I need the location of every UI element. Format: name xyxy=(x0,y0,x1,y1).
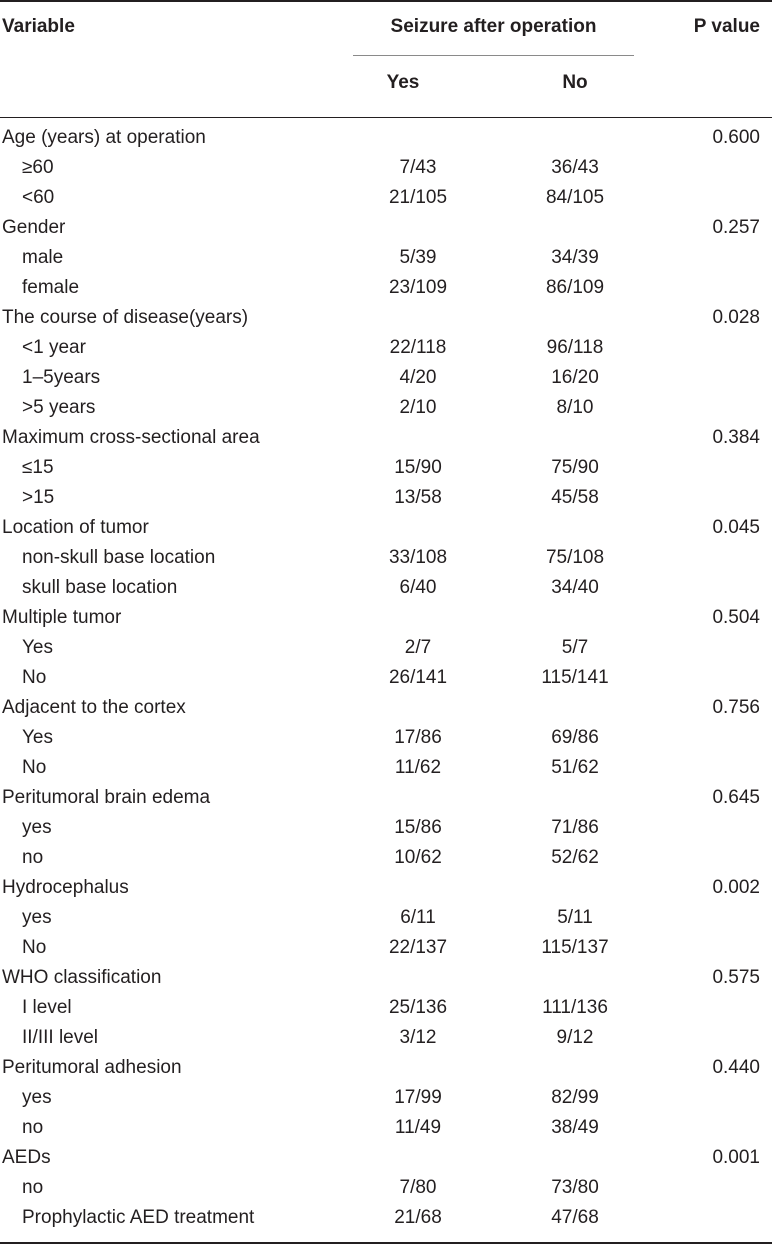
cell-no: 96/118 xyxy=(546,337,604,358)
cell-yes: 11/62 xyxy=(394,757,442,778)
row-label: >5 years xyxy=(22,397,96,418)
table-row xyxy=(0,1203,772,1233)
table-row xyxy=(0,1023,772,1053)
cell-p-value: 0.384 xyxy=(712,427,760,448)
cell-yes: 2/7 xyxy=(404,637,432,658)
cell-yes: 7/43 xyxy=(399,157,437,178)
cell-yes: 15/86 xyxy=(394,817,442,838)
cell-yes: 26/141 xyxy=(388,667,448,688)
table-top-rule xyxy=(0,0,772,2)
cell-yes: 21/68 xyxy=(394,1207,442,1228)
cell-no: 111/136 xyxy=(542,997,608,1018)
cell-yes: 17/86 xyxy=(394,727,442,748)
table-row xyxy=(0,183,772,213)
row-label: 1–5years xyxy=(22,367,101,388)
cell-yes: 17/99 xyxy=(394,1087,442,1108)
row-label: Yes xyxy=(22,727,53,748)
table-group-row xyxy=(0,303,772,333)
cell-yes: 11/49 xyxy=(394,1117,442,1138)
table-row xyxy=(0,153,772,183)
table-group-row xyxy=(0,873,772,903)
cell-p-value: 0.645 xyxy=(712,787,760,808)
cell-p-value: 0.575 xyxy=(712,967,760,988)
cell-p-value: 0.028 xyxy=(712,307,760,328)
table-group-row xyxy=(0,513,772,543)
row-label: ≤15 xyxy=(22,457,54,478)
cell-yes: 22/137 xyxy=(388,937,448,958)
row-label: Multiple tumor xyxy=(2,607,122,628)
cell-yes: 33/108 xyxy=(388,547,448,568)
row-label: <60 xyxy=(22,187,55,208)
cell-yes: 7/80 xyxy=(399,1177,437,1198)
cell-no: 5/11 xyxy=(557,907,593,928)
row-label: Maximum cross-sectional area xyxy=(2,427,260,448)
row-label: non-skull base location xyxy=(22,547,216,568)
table-row xyxy=(0,273,772,303)
row-label: yes xyxy=(22,817,52,838)
table-group-row xyxy=(0,1143,772,1173)
cell-no: 115/141 xyxy=(541,667,609,688)
cell-no: 47/68 xyxy=(551,1207,599,1228)
table-group-row xyxy=(0,423,772,453)
table-group-row xyxy=(0,1053,772,1083)
row-label: <1 year xyxy=(22,337,86,358)
table-row xyxy=(0,903,772,933)
cell-yes: 2/10 xyxy=(399,397,437,418)
cell-no: 52/62 xyxy=(551,847,599,868)
table-row xyxy=(0,1113,772,1143)
cell-yes: 25/136 xyxy=(388,997,448,1018)
table-row xyxy=(0,1173,772,1203)
table-group-row xyxy=(0,213,772,243)
cell-no: 8/10 xyxy=(556,397,594,418)
row-label: Yes xyxy=(22,637,53,658)
table-row xyxy=(0,333,772,363)
cell-yes: 6/11 xyxy=(400,907,436,928)
row-label: >15 xyxy=(22,487,55,508)
row-label: AEDs xyxy=(2,1147,51,1168)
cell-yes: 4/20 xyxy=(399,367,437,388)
row-label: Peritumoral brain edema xyxy=(2,787,211,808)
cell-yes: 5/39 xyxy=(399,247,437,268)
row-label: No xyxy=(22,757,47,778)
cell-yes: 3/12 xyxy=(399,1027,437,1048)
row-label: No xyxy=(22,667,47,688)
row-label: Prophylactic AED treatment xyxy=(22,1207,255,1228)
cell-no: 82/99 xyxy=(551,1087,599,1108)
cell-no: 9/12 xyxy=(556,1027,594,1048)
table-row xyxy=(0,573,772,603)
cell-no: 84/105 xyxy=(545,187,605,208)
table-row xyxy=(0,453,772,483)
row-label: Age (years) at operation xyxy=(2,127,206,148)
row-label: Peritumoral adhesion xyxy=(2,1057,182,1078)
row-label: No xyxy=(22,937,47,958)
header-p-value: P value xyxy=(693,16,760,37)
cell-no: 45/58 xyxy=(551,487,599,508)
header-yes: Yes xyxy=(386,72,420,93)
table-group-row xyxy=(0,963,772,993)
table-bottom-rule xyxy=(0,1242,772,1244)
row-label: yes xyxy=(22,907,52,928)
cell-no: 34/40 xyxy=(551,577,599,598)
row-label: no xyxy=(22,1177,44,1198)
table-row xyxy=(0,933,772,963)
header-seizure-after-operation: Seizure after operation xyxy=(390,16,597,37)
table-row xyxy=(0,813,772,843)
row-label: Gender xyxy=(2,217,66,238)
cell-p-value: 0.001 xyxy=(712,1147,760,1168)
cell-no: 5/7 xyxy=(561,637,589,658)
header-variable: Variable xyxy=(2,16,75,37)
table-row xyxy=(0,1083,772,1113)
cell-p-value: 0.600 xyxy=(712,127,760,148)
table-group-row xyxy=(0,123,772,153)
cell-no: 16/20 xyxy=(551,367,599,388)
table-row xyxy=(0,633,772,663)
table-row xyxy=(0,993,772,1023)
row-label: Adjacent to the cortex xyxy=(2,697,186,718)
cell-no: 69/86 xyxy=(551,727,599,748)
table-row xyxy=(0,753,772,783)
cell-p-value: 0.504 xyxy=(712,607,760,628)
cell-p-value: 0.257 xyxy=(712,217,760,238)
cell-p-value: 0.002 xyxy=(712,877,760,898)
cell-yes: 15/90 xyxy=(394,457,442,478)
cell-no: 34/39 xyxy=(551,247,599,268)
row-label: yes xyxy=(22,1087,52,1108)
cell-yes: 10/62 xyxy=(394,847,442,868)
row-label: II/III level xyxy=(22,1027,99,1048)
table-row xyxy=(0,843,772,873)
table-group-row xyxy=(0,603,772,633)
cell-yes: 23/109 xyxy=(388,277,448,298)
cell-p-value: 0.756 xyxy=(712,697,760,718)
row-label: no xyxy=(22,1117,44,1138)
table-row xyxy=(0,723,772,753)
row-label: I level xyxy=(22,997,72,1018)
row-label: skull base location xyxy=(22,577,178,598)
cell-yes: 13/58 xyxy=(394,487,442,508)
cell-no: 86/109 xyxy=(545,277,605,298)
row-label: no xyxy=(22,847,44,868)
table-row xyxy=(0,663,772,693)
table-body xyxy=(0,123,772,1233)
header-bottom-rule xyxy=(0,117,772,118)
table-group-row xyxy=(0,693,772,723)
row-label: ≥60 xyxy=(22,157,54,178)
table-row xyxy=(0,483,772,513)
table-row xyxy=(0,393,772,423)
cell-no: 115/137 xyxy=(541,937,609,958)
cell-yes: 22/118 xyxy=(389,337,447,358)
row-label: female xyxy=(22,277,80,298)
cell-yes: 21/105 xyxy=(388,187,448,208)
cell-no: 36/43 xyxy=(551,157,599,178)
row-label: WHO classification xyxy=(2,967,162,988)
row-label: The course of disease(years) xyxy=(2,307,249,328)
table-row xyxy=(0,243,772,273)
cell-p-value: 0.440 xyxy=(712,1057,760,1078)
row-label: Location of tumor xyxy=(2,517,149,538)
table-group-row xyxy=(0,783,772,813)
cell-no: 71/86 xyxy=(551,817,599,838)
row-label: male xyxy=(22,247,64,268)
row-label: Hydrocephalus xyxy=(2,877,129,898)
cell-no: 75/108 xyxy=(545,547,605,568)
cell-p-value: 0.045 xyxy=(712,517,760,538)
cell-no: 73/80 xyxy=(551,1177,599,1198)
table-row xyxy=(0,363,772,393)
table-row xyxy=(0,543,772,573)
cell-yes: 6/40 xyxy=(399,577,437,598)
cell-no: 51/62 xyxy=(551,757,599,778)
cell-no: 75/90 xyxy=(551,457,599,478)
cell-no: 38/49 xyxy=(551,1117,599,1138)
header-no: No xyxy=(562,72,588,93)
header-spanner-rule xyxy=(353,55,634,56)
